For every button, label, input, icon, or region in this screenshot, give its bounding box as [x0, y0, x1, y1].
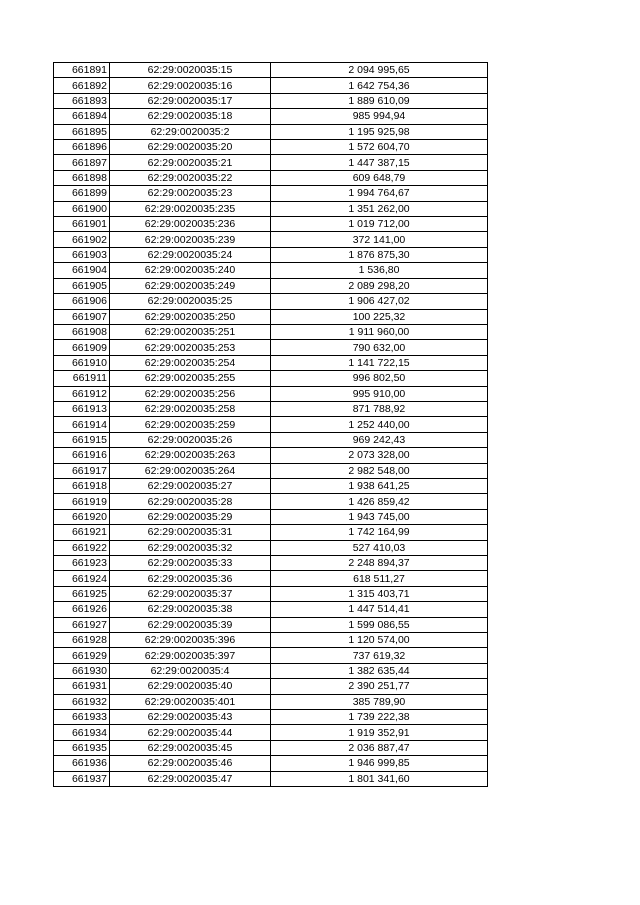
table-row: [54, 648, 488, 663]
cadastral-value-cell: 2 073 328,00: [271, 448, 488, 463]
table-row: [54, 586, 488, 601]
cadastral-number-cell: 62:29:0020035:28: [110, 494, 271, 509]
cadastral-value-cell: 1 120 574,00: [271, 633, 488, 648]
row-number-cell: 661927: [54, 617, 110, 632]
table-row: [54, 124, 488, 139]
row-number-cell: 661919: [54, 494, 110, 509]
cadastral-number-cell: 62:29:0020035:264: [110, 463, 271, 478]
row-number-cell: 661922: [54, 540, 110, 555]
cadastral-value-cell: 2 248 894,37: [271, 556, 488, 571]
row-number-cell: 661891: [54, 63, 110, 78]
cadastral-value-cell: 1 572 604,70: [271, 140, 488, 155]
cadastral-value-cell: 871 788,92: [271, 401, 488, 416]
cadastral-number-cell: 62:29:0020035:22: [110, 170, 271, 185]
row-number-cell: 661900: [54, 201, 110, 216]
cadastral-number-cell: 62:29:0020035:250: [110, 309, 271, 324]
table-row: [54, 247, 488, 262]
table-row: [54, 186, 488, 201]
cadastral-value-cell: 1 889 610,09: [271, 93, 488, 108]
cadastral-number-cell: 62:29:0020035:20: [110, 140, 271, 155]
table-row: [54, 278, 488, 293]
table-row: [54, 448, 488, 463]
cadastral-number-cell: 62:29:0020035:29: [110, 509, 271, 524]
cadastral-value-cell: 1 739 222,38: [271, 710, 488, 725]
cadastral-value-cell: 1 351 262,00: [271, 201, 488, 216]
cadastral-number-cell: 62:29:0020035:45: [110, 740, 271, 755]
table-row: [54, 525, 488, 540]
cadastral-number-cell: 62:29:0020035:21: [110, 155, 271, 170]
cadastral-value-cell: 969 242,43: [271, 432, 488, 447]
table-row: [54, 263, 488, 278]
table-row: [54, 78, 488, 93]
row-number-cell: 661914: [54, 417, 110, 432]
cadastral-value-cell: 609 648,79: [271, 170, 488, 185]
table-row: [54, 417, 488, 432]
row-number-cell: 661920: [54, 509, 110, 524]
cadastral-value-cell: 372 141,00: [271, 232, 488, 247]
cadastral-number-cell: 62:29:0020035:23: [110, 186, 271, 201]
cadastral-number-cell: 62:29:0020035:239: [110, 232, 271, 247]
cadastral-value-cell: 1 642 754,36: [271, 78, 488, 93]
cadastral-value-cell: 1 141 722,15: [271, 355, 488, 370]
cadastral-number-cell: 62:29:0020035:251: [110, 324, 271, 339]
cadastral-number-cell: 62:29:0020035:253: [110, 340, 271, 355]
cadastral-number-cell: 62:29:0020035:24: [110, 247, 271, 262]
cadastral-value-cell: 2 982 548,00: [271, 463, 488, 478]
row-number-cell: 661896: [54, 140, 110, 155]
cadastral-number-cell: 62:29:0020035:31: [110, 525, 271, 540]
row-number-cell: 661912: [54, 386, 110, 401]
cadastral-number-cell: 62:29:0020035:47: [110, 771, 271, 786]
table-row: [54, 771, 488, 786]
table-row: [54, 494, 488, 509]
row-number-cell: 661910: [54, 355, 110, 370]
row-number-cell: 661930: [54, 663, 110, 678]
cadastral-value-cell: 995 910,00: [271, 386, 488, 401]
row-number-cell: 661925: [54, 586, 110, 601]
cadastral-number-cell: 62:29:0020035:4: [110, 663, 271, 678]
cadastral-value-cell: 1 801 341,60: [271, 771, 488, 786]
cadastral-value-cell: 1 938 641,25: [271, 478, 488, 493]
cadastral-number-cell: 62:29:0020035:17: [110, 93, 271, 108]
cadastral-number-cell: 62:29:0020035:2: [110, 124, 271, 139]
table-row: [54, 556, 488, 571]
cadastral-value-cell: 2 094 995,65: [271, 63, 488, 78]
row-number-cell: 661899: [54, 186, 110, 201]
table-row: [54, 401, 488, 416]
row-number-cell: 661929: [54, 648, 110, 663]
table-row: [54, 602, 488, 617]
row-number-cell: 661918: [54, 478, 110, 493]
table-row: [54, 109, 488, 124]
table-row: [54, 710, 488, 725]
table-row: [54, 93, 488, 108]
cadastral-value-cell: 1 946 999,85: [271, 756, 488, 771]
table-row: [54, 201, 488, 216]
row-number-cell: 661904: [54, 263, 110, 278]
cadastral-value-cell: 737 619,32: [271, 648, 488, 663]
row-number-cell: 661915: [54, 432, 110, 447]
cadastral-value-cell: 1 906 427,02: [271, 294, 488, 309]
cadastral-value-table: [53, 62, 488, 787]
row-number-cell: 661924: [54, 571, 110, 586]
row-number-cell: 661897: [54, 155, 110, 170]
table-row: [54, 432, 488, 447]
cadastral-number-cell: 62:29:0020035:240: [110, 263, 271, 278]
table-row: [54, 217, 488, 232]
row-number-cell: 661926: [54, 602, 110, 617]
cadastral-value-cell: 1 919 352,91: [271, 725, 488, 740]
table-row: [54, 694, 488, 709]
cadastral-number-cell: 62:29:0020035:25: [110, 294, 271, 309]
cadastral-number-cell: 62:29:0020035:258: [110, 401, 271, 416]
cadastral-number-cell: 62:29:0020035:16: [110, 78, 271, 93]
row-number-cell: 661905: [54, 278, 110, 293]
cadastral-number-cell: 62:29:0020035:40: [110, 679, 271, 694]
table-row: [54, 386, 488, 401]
table-row: [54, 679, 488, 694]
table-row: [54, 170, 488, 185]
cadastral-value-cell: 1 019 712,00: [271, 217, 488, 232]
cadastral-value-cell: 2 390 251,77: [271, 679, 488, 694]
row-number-cell: 661923: [54, 556, 110, 571]
table-row: [54, 232, 488, 247]
cadastral-number-cell: 62:29:0020035:18: [110, 109, 271, 124]
cadastral-value-cell: 996 802,50: [271, 371, 488, 386]
cadastral-number-cell: 62:29:0020035:43: [110, 710, 271, 725]
row-number-cell: 661937: [54, 771, 110, 786]
cadastral-number-cell: 62:29:0020035:38: [110, 602, 271, 617]
cadastral-value-cell: 1 943 745,00: [271, 509, 488, 524]
cadastral-value-cell: 1 911 960,00: [271, 324, 488, 339]
table-row: [54, 540, 488, 555]
cadastral-value-cell: 1 876 875,30: [271, 247, 488, 262]
row-number-cell: 661935: [54, 740, 110, 755]
cadastral-value-cell: 1 447 387,15: [271, 155, 488, 170]
table-row: [54, 756, 488, 771]
cadastral-value-cell: 1 536,80: [271, 263, 488, 278]
cadastral-number-cell: 62:29:0020035:44: [110, 725, 271, 740]
table-row: [54, 571, 488, 586]
cadastral-number-cell: 62:29:0020035:33: [110, 556, 271, 571]
cadastral-number-cell: 62:29:0020035:32: [110, 540, 271, 555]
table-row: [54, 340, 488, 355]
cadastral-number-cell: 62:29:0020035:36: [110, 571, 271, 586]
row-number-cell: 661902: [54, 232, 110, 247]
row-number-cell: 661916: [54, 448, 110, 463]
table-row: [54, 140, 488, 155]
table-row: [54, 294, 488, 309]
cadastral-value-cell: 1 447 514,41: [271, 602, 488, 617]
row-number-cell: 661907: [54, 309, 110, 324]
row-number-cell: 661932: [54, 694, 110, 709]
cadastral-value-cell: 1 599 086,55: [271, 617, 488, 632]
cadastral-value-cell: 2 089 298,20: [271, 278, 488, 293]
cadastral-value-cell: 527 410,03: [271, 540, 488, 555]
table-body: [54, 63, 488, 787]
row-number-cell: 661901: [54, 217, 110, 232]
row-number-cell: 661911: [54, 371, 110, 386]
cadastral-value-cell: 618 511,27: [271, 571, 488, 586]
table-row: [54, 463, 488, 478]
row-number-cell: 661893: [54, 93, 110, 108]
row-number-cell: 661936: [54, 756, 110, 771]
cadastral-value-cell: 1 315 403,71: [271, 586, 488, 601]
cadastral-value-cell: 2 036 887,47: [271, 740, 488, 755]
cadastral-number-cell: 62:29:0020035:249: [110, 278, 271, 293]
table-row: [54, 740, 488, 755]
cadastral-number-cell: 62:29:0020035:15: [110, 63, 271, 78]
cadastral-number-cell: 62:29:0020035:255: [110, 371, 271, 386]
cadastral-value-cell: 385 789,90: [271, 694, 488, 709]
row-number-cell: 661903: [54, 247, 110, 262]
cadastral-number-cell: 62:29:0020035:396: [110, 633, 271, 648]
table-row: [54, 355, 488, 370]
table-row: [54, 663, 488, 678]
cadastral-number-cell: 62:29:0020035:397: [110, 648, 271, 663]
cadastral-number-cell: 62:29:0020035:263: [110, 448, 271, 463]
row-number-cell: 661898: [54, 170, 110, 185]
row-number-cell: 661931: [54, 679, 110, 694]
cadastral-value-cell: 1 742 164,99: [271, 525, 488, 540]
cadastral-value-cell: 1 382 635,44: [271, 663, 488, 678]
cadastral-number-cell: 62:29:0020035:254: [110, 355, 271, 370]
cadastral-number-cell: 62:29:0020035:401: [110, 694, 271, 709]
cadastral-value-cell: 985 994,94: [271, 109, 488, 124]
row-number-cell: 661913: [54, 401, 110, 416]
table-row: [54, 633, 488, 648]
table-row: [54, 509, 488, 524]
cadastral-number-cell: 62:29:0020035:236: [110, 217, 271, 232]
row-number-cell: 661933: [54, 710, 110, 725]
cadastral-number-cell: 62:29:0020035:256: [110, 386, 271, 401]
cadastral-number-cell: 62:29:0020035:27: [110, 478, 271, 493]
cadastral-value-cell: 1 195 925,98: [271, 124, 488, 139]
cadastral-value-cell: 100 225,32: [271, 309, 488, 324]
table-row: [54, 155, 488, 170]
cadastral-number-cell: 62:29:0020035:37: [110, 586, 271, 601]
table-row: [54, 617, 488, 632]
table-row: [54, 725, 488, 740]
row-number-cell: 661917: [54, 463, 110, 478]
cadastral-number-cell: 62:29:0020035:26: [110, 432, 271, 447]
row-number-cell: 661909: [54, 340, 110, 355]
row-number-cell: 661906: [54, 294, 110, 309]
cadastral-value-cell: 1 994 764,67: [271, 186, 488, 201]
row-number-cell: 661934: [54, 725, 110, 740]
table-row: [54, 309, 488, 324]
table-row: [54, 371, 488, 386]
table-row: [54, 324, 488, 339]
cadastral-number-cell: 62:29:0020035:235: [110, 201, 271, 216]
cadastral-number-cell: 62:29:0020035:39: [110, 617, 271, 632]
row-number-cell: 661894: [54, 109, 110, 124]
row-number-cell: 661892: [54, 78, 110, 93]
cadastral-value-cell: 1 426 859,42: [271, 494, 488, 509]
row-number-cell: 661928: [54, 633, 110, 648]
cadastral-value-cell: 1 252 440,00: [271, 417, 488, 432]
row-number-cell: 661921: [54, 525, 110, 540]
cadastral-value-cell: 790 632,00: [271, 340, 488, 355]
table-row: [54, 478, 488, 493]
row-number-cell: 661908: [54, 324, 110, 339]
row-number-cell: 661895: [54, 124, 110, 139]
cadastral-number-cell: 62:29:0020035:259: [110, 417, 271, 432]
table-row: [54, 63, 488, 78]
cadastral-number-cell: 62:29:0020035:46: [110, 756, 271, 771]
